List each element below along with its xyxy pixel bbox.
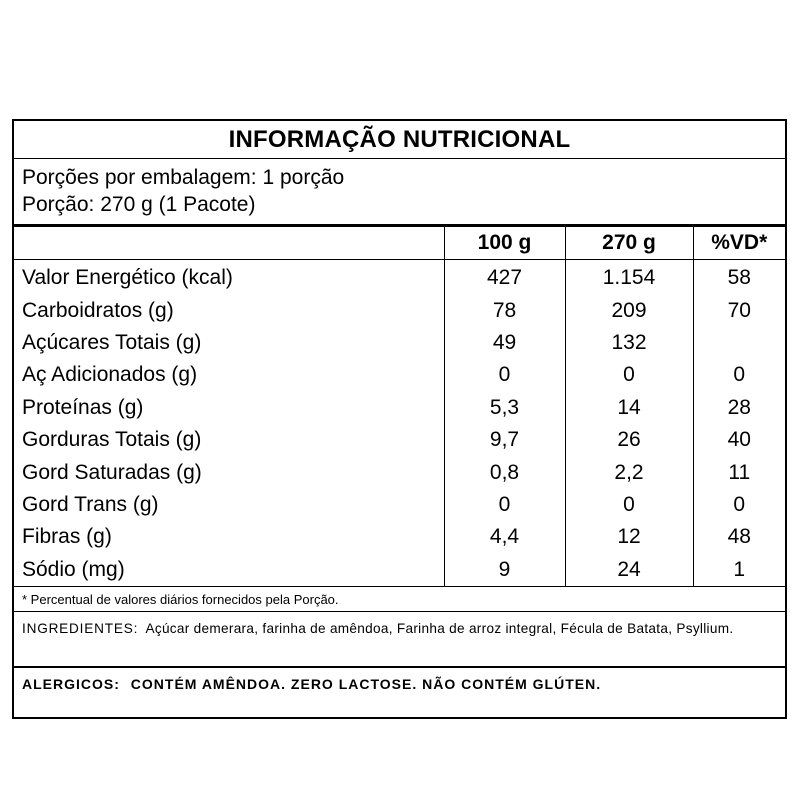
value-daily: 70: [693, 294, 785, 326]
table-row: [14, 260, 785, 295]
table-header-row: [14, 227, 785, 260]
value-per-portion: 1.154: [565, 260, 693, 295]
nutrient-name: Aç Adicionados (g): [22, 363, 198, 387]
value-daily: 0: [693, 359, 785, 391]
nutrient-name: Gorduras Totais (g): [22, 428, 202, 452]
header-daily-value: %VD*: [693, 227, 785, 260]
value-per-100g: 9,7: [444, 424, 565, 456]
value-daily: 28: [693, 392, 785, 424]
nutrient-name: Sódio (mg): [22, 557, 125, 581]
portions-per-package: Porções por embalagem: 1 porção: [22, 166, 345, 189]
nutrient-name: Gord Trans (g): [22, 492, 159, 516]
value-per-100g: 0: [444, 359, 565, 391]
nutrition-facts-label: [12, 119, 787, 719]
allergens-section: [14, 666, 785, 700]
nutrient-name: Gord Saturadas (g): [22, 460, 202, 484]
value-daily: 0: [693, 489, 785, 521]
value-per-100g: 0,8: [444, 456, 565, 488]
header-per-100g: 100 g: [444, 227, 565, 260]
allergens-label: ALERGICOS:: [22, 675, 120, 692]
nutrient-name: Carboidratos (g): [22, 298, 174, 322]
nutrient-name: Proteínas (g): [22, 395, 144, 419]
value-per-portion: 132: [565, 327, 693, 359]
allergens-text: CONTÉM AMÊNDOA. ZERO LACTOSE. NÃO CONTÉM GLÚTEN.: [130, 675, 602, 692]
value-per-100g: 78: [444, 294, 565, 326]
value-per-100g: 5,3: [444, 392, 565, 424]
value-daily: 11: [693, 456, 785, 488]
portion-info: [14, 159, 785, 227]
header-nutrient: [14, 227, 444, 260]
label-title: INFORMAÇÃO NUTRICIONAL: [14, 121, 785, 159]
value-per-100g: 427: [444, 260, 565, 295]
table-row: [14, 359, 785, 391]
ingredients-label: INGREDIENTES:: [22, 620, 139, 636]
nutrient-name: Fibras (g): [22, 525, 112, 549]
table-row: [14, 456, 785, 488]
table-row: [14, 294, 785, 326]
table-row: [14, 327, 785, 359]
value-per-portion: 14: [565, 392, 693, 424]
value-daily: 58: [693, 260, 785, 295]
table-row: [14, 521, 785, 553]
table-row: [14, 489, 785, 521]
table-row: [14, 392, 785, 424]
value-per-portion: 2,2: [565, 456, 693, 488]
value-per-portion: 24: [565, 554, 693, 586]
nutrition-table: [14, 227, 785, 586]
value-per-100g: 9: [444, 554, 565, 586]
header-per-portion: 270 g: [565, 227, 693, 260]
table-row: [14, 554, 785, 586]
ingredients-text: Açúcar demerara, farinha de amêndoa, Farinha de arroz integral, Fécula de Batata, Psyllium.: [145, 620, 734, 636]
value-daily: [693, 327, 785, 359]
nutrient-name: Açúcares Totais (g): [22, 330, 202, 354]
value-daily: 48: [693, 521, 785, 553]
value-per-100g: 0: [444, 489, 565, 521]
table-row: [14, 424, 785, 456]
value-daily: 1: [693, 554, 785, 586]
value-per-portion: 0: [565, 489, 693, 521]
value-per-portion: 209: [565, 294, 693, 326]
daily-value-footnote: * Percentual de valores diários fornecidos pela Porção.: [14, 586, 785, 611]
value-per-portion: 0: [565, 359, 693, 391]
value-per-portion: 12: [565, 521, 693, 553]
value-per-portion: 26: [565, 424, 693, 456]
value-per-100g: 4,4: [444, 521, 565, 553]
ingredients-section: [14, 611, 785, 666]
portion-size: Porção: 270 g (1 Pacote): [22, 193, 256, 216]
value-per-100g: 49: [444, 327, 565, 359]
value-daily: 40: [693, 424, 785, 456]
nutrient-name: Valor Energético (kcal): [22, 266, 233, 290]
